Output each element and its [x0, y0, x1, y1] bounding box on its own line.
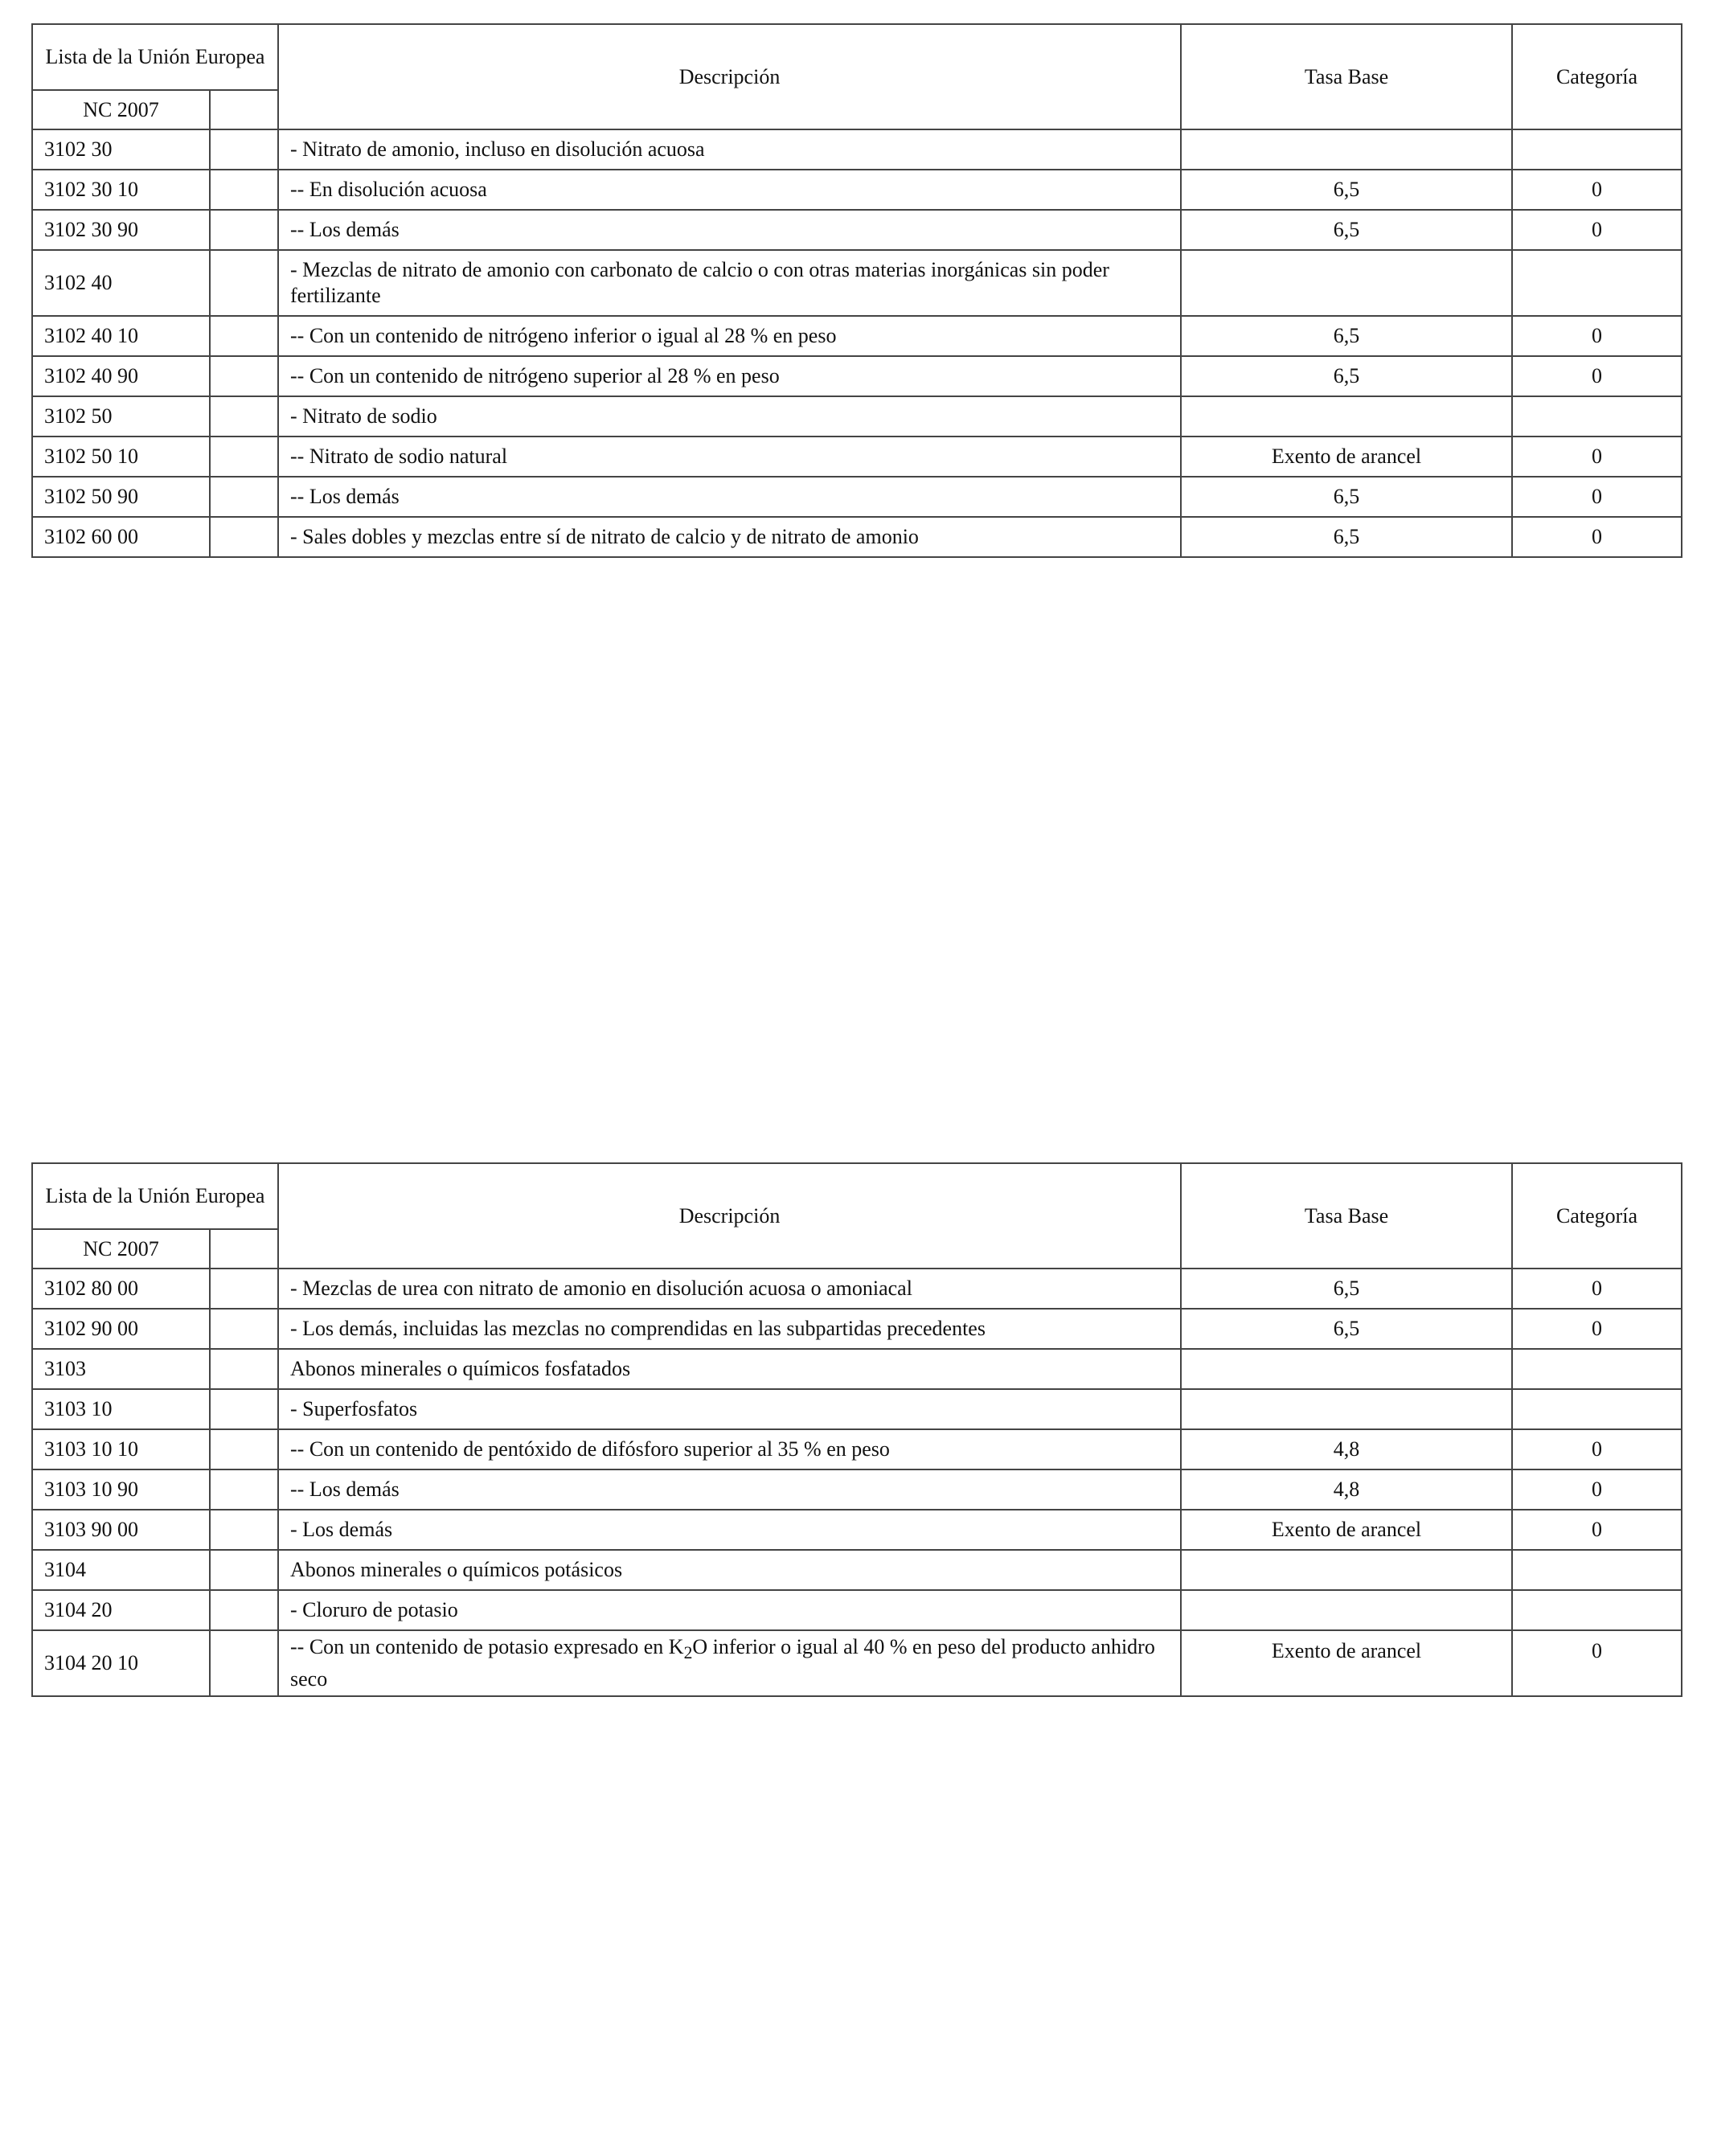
- base-rate-cell: [1181, 129, 1512, 170]
- table-row: [32, 1269, 1682, 1309]
- tariff-table-1: [31, 23, 1682, 558]
- nc-code: 3104 20 10: [32, 1630, 210, 1696]
- blank-cell: [210, 250, 278, 316]
- blank-cell: [210, 129, 278, 170]
- blank-cell: [210, 1590, 278, 1630]
- category-cell: 0: [1512, 1469, 1682, 1510]
- category-cell: 0: [1512, 1630, 1682, 1696]
- table-row: [32, 1469, 1682, 1510]
- table-row: [32, 210, 1682, 250]
- table-row: [32, 316, 1682, 356]
- blank-cell: [210, 437, 278, 477]
- nc-code: 3102 30 90: [32, 210, 210, 250]
- description-cell: - Los demás, incluidas las mezclas no comprendidas en las subpartidas precedentes: [278, 1309, 1181, 1349]
- description-cell: -- En disolución acuosa: [278, 170, 1181, 210]
- table-row: [32, 1309, 1682, 1349]
- base-rate-cell: 6,5: [1181, 477, 1512, 517]
- category-header: Categoría: [1512, 24, 1682, 129]
- blank-cell: [210, 170, 278, 210]
- blank-cell: [210, 1630, 278, 1696]
- base-rate-cell: Exento de arancel: [1181, 437, 1512, 477]
- nc-code: 3102 60 00: [32, 517, 210, 557]
- description-cell: - Los demás: [278, 1510, 1181, 1550]
- description-header: Descripción: [278, 1163, 1181, 1269]
- category-cell: 0: [1512, 517, 1682, 557]
- nc-code: 3102 90 00: [32, 1309, 210, 1349]
- category-cell: 0: [1512, 210, 1682, 250]
- nc-code: 3103 10 10: [32, 1429, 210, 1469]
- base-rate-cell: 6,5: [1181, 316, 1512, 356]
- eu-list-header: Lista de la Unión Europea: [32, 1163, 278, 1229]
- description-cell: Abonos minerales o químicos fosfatados: [278, 1349, 1181, 1389]
- category-header: Categoría: [1512, 1163, 1682, 1269]
- table-row: [32, 437, 1682, 477]
- description-header: Descripción: [278, 24, 1181, 129]
- blank-cell: [210, 1510, 278, 1550]
- nc-code: 3102 50 10: [32, 437, 210, 477]
- base-rate-header: Tasa Base: [1181, 24, 1512, 129]
- category-cell: [1512, 1590, 1682, 1630]
- description-cell: [278, 1630, 1181, 1696]
- category-cell: 0: [1512, 316, 1682, 356]
- blank-cell: [210, 1389, 278, 1429]
- base-rate-header: Tasa Base: [1181, 1163, 1512, 1269]
- description-cell: - Cloruro de potasio: [278, 1590, 1181, 1630]
- category-cell: 0: [1512, 170, 1682, 210]
- category-cell: 0: [1512, 1269, 1682, 1309]
- nc-code: 3103 10: [32, 1389, 210, 1429]
- blank-header-cell: [210, 1229, 278, 1269]
- description-cell: -- Nitrato de sodio natural: [278, 437, 1181, 477]
- table-row: [32, 1349, 1682, 1389]
- blank-cell: [210, 396, 278, 437]
- nc-2007-header: NC 2007: [32, 1229, 210, 1269]
- base-rate-cell: 6,5: [1181, 170, 1512, 210]
- base-rate-cell: Exento de arancel: [1181, 1630, 1512, 1696]
- category-cell: [1512, 129, 1682, 170]
- table-row: [32, 1510, 1682, 1550]
- tariff-table-2: [31, 1162, 1682, 1697]
- blank-cell: [210, 1269, 278, 1309]
- description-cell: - Nitrato de amonio, incluso en disolución acuosa: [278, 129, 1181, 170]
- blank-header-cell: [210, 90, 278, 129]
- subscript-two: 2: [683, 1643, 693, 1663]
- blank-cell: [210, 1349, 278, 1389]
- nc-code: 3102 50 90: [32, 477, 210, 517]
- base-rate-cell: Exento de arancel: [1181, 1510, 1512, 1550]
- table-row: [32, 517, 1682, 557]
- category-cell: 0: [1512, 1510, 1682, 1550]
- category-cell: 0: [1512, 1429, 1682, 1469]
- table-row: [32, 170, 1682, 210]
- blank-cell: [210, 1429, 278, 1469]
- base-rate-cell: 6,5: [1181, 356, 1512, 396]
- table-row: [32, 1550, 1682, 1590]
- nc-2007-header: NC 2007: [32, 90, 210, 129]
- base-rate-cell: 6,5: [1181, 1269, 1512, 1309]
- nc-code: 3103 10 90: [32, 1469, 210, 1510]
- blank-cell: [210, 477, 278, 517]
- base-rate-cell: [1181, 396, 1512, 437]
- base-rate-cell: 6,5: [1181, 517, 1512, 557]
- nc-code: 3104: [32, 1550, 210, 1590]
- table-row: [32, 250, 1682, 316]
- table-row: [32, 1429, 1682, 1469]
- nc-code: 3102 40 10: [32, 316, 210, 356]
- nc-code: 3102 30: [32, 129, 210, 170]
- description-cell: Abonos minerales o químicos potásicos: [278, 1550, 1181, 1590]
- nc-code: 3102 80 00: [32, 1269, 210, 1309]
- category-cell: [1512, 396, 1682, 437]
- blank-cell: [210, 210, 278, 250]
- base-rate-cell: [1181, 250, 1512, 316]
- blank-cell: [210, 1309, 278, 1349]
- blank-cell: [210, 1469, 278, 1510]
- blank-cell: [210, 316, 278, 356]
- description-cell: - Sales dobles y mezclas entre sí de nitrato de calcio y de nitrato de amonio: [278, 517, 1181, 557]
- table-row: [32, 1389, 1682, 1429]
- nc-code: 3103: [32, 1349, 210, 1389]
- blank-cell: [210, 1550, 278, 1590]
- category-cell: 0: [1512, 477, 1682, 517]
- description-cell: - Superfosfatos: [278, 1389, 1181, 1429]
- table-row: [32, 396, 1682, 437]
- nc-code: 3102 40: [32, 250, 210, 316]
- nc-code: 3104 20: [32, 1590, 210, 1630]
- base-rate-cell: [1181, 1590, 1512, 1630]
- base-rate-cell: 6,5: [1181, 1309, 1512, 1349]
- table-row: [32, 1590, 1682, 1630]
- base-rate-cell: [1181, 1389, 1512, 1429]
- base-rate-cell: [1181, 1550, 1512, 1590]
- table-row: [32, 477, 1682, 517]
- table-row: [32, 129, 1682, 170]
- base-rate-cell: 4,8: [1181, 1469, 1512, 1510]
- category-cell: 0: [1512, 437, 1682, 477]
- category-cell: [1512, 1349, 1682, 1389]
- description-cell: -- Los demás: [278, 210, 1181, 250]
- base-rate-cell: 6,5: [1181, 210, 1512, 250]
- base-rate-cell: 4,8: [1181, 1429, 1512, 1469]
- nc-code: 3103 90 00: [32, 1510, 210, 1550]
- category-cell: [1512, 1550, 1682, 1590]
- description-cell: -- Los demás: [278, 477, 1181, 517]
- table-row: [32, 1630, 1682, 1696]
- category-cell: [1512, 1389, 1682, 1429]
- base-rate-cell: [1181, 1349, 1512, 1389]
- category-cell: 0: [1512, 1309, 1682, 1349]
- description-cell: -- Los demás: [278, 1469, 1181, 1510]
- description-cell: -- Con un contenido de nitrógeno inferior o igual al 28 % en peso: [278, 316, 1181, 356]
- table-row: [32, 356, 1682, 396]
- description-cell: -- Con un contenido de nitrógeno superior al 28 % en peso: [278, 356, 1181, 396]
- description-text-start: -- Con un contenido de potasio expresado en K: [290, 1635, 684, 1659]
- nc-code: 3102 40 90: [32, 356, 210, 396]
- description-text-end: O inferior o igual al 40 % en peso del producto anhidro seco: [290, 1635, 1155, 1691]
- nc-code: 3102 30 10: [32, 170, 210, 210]
- blank-cell: [210, 517, 278, 557]
- nc-code: 3102 50: [32, 396, 210, 437]
- description-cell: -- Con un contenido de pentóxido de difósforo superior al 35 % en peso: [278, 1429, 1181, 1469]
- blank-cell: [210, 356, 278, 396]
- category-cell: [1512, 250, 1682, 316]
- description-cell: - Mezclas de nitrato de amonio con carbonato de calcio o con otras materias inorgánicas sin poder fertilizante: [278, 250, 1181, 316]
- eu-list-header: Lista de la Unión Europea: [32, 24, 278, 90]
- category-cell: 0: [1512, 356, 1682, 396]
- description-cell: - Nitrato de sodio: [278, 396, 1181, 437]
- description-cell: - Mezclas de urea con nitrato de amonio en disolución acuosa o amoniacal: [278, 1269, 1181, 1309]
